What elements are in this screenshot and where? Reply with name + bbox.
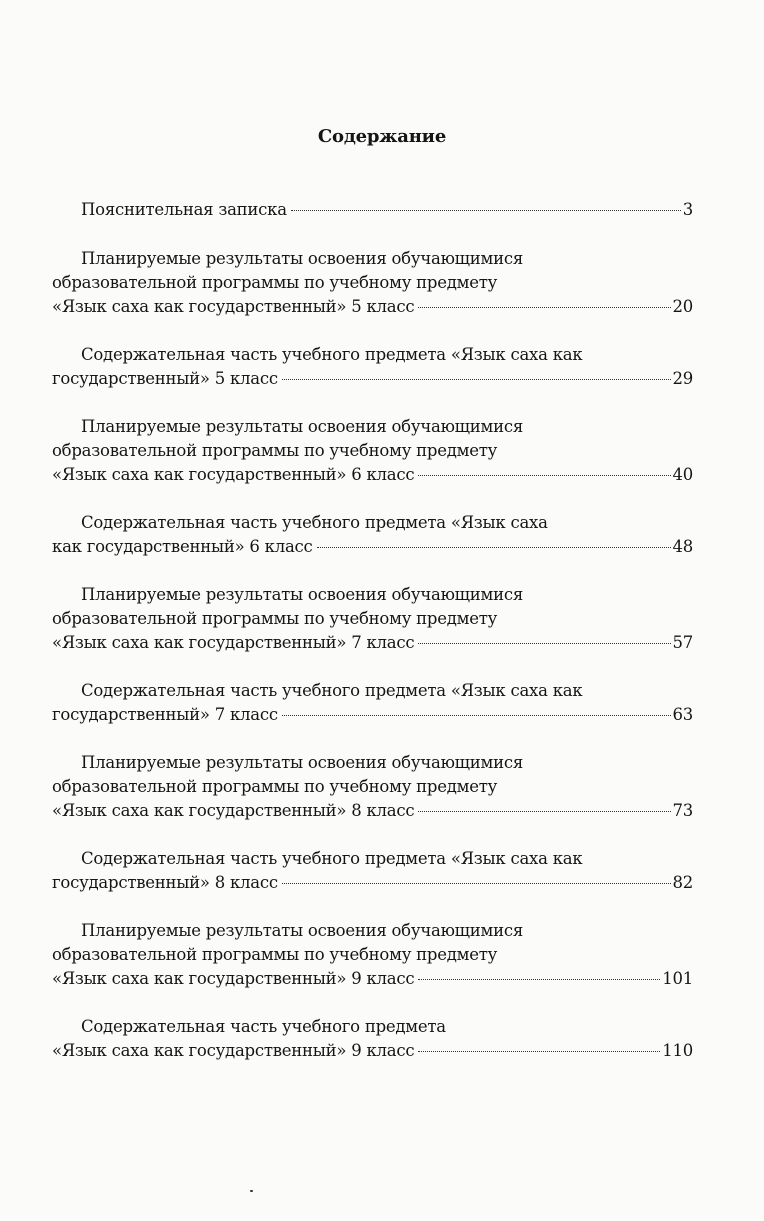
- toc-page-number: 3: [682, 200, 693, 219]
- toc-entry: [52, 247, 693, 319]
- toc-entry-title: как государственный» 6 класс: [52, 537, 313, 556]
- toc-page-number: 73: [672, 801, 693, 820]
- toc-page-number: 29: [672, 369, 693, 388]
- toc-entry: [52, 583, 693, 655]
- toc-entry: [52, 415, 693, 487]
- toc-entry: [52, 1015, 693, 1063]
- toc-page-number: 48: [672, 537, 693, 556]
- toc-entry-last-line: [52, 535, 693, 559]
- toc-entry-line: Планируемые результаты освоения обучающимися: [81, 921, 524, 940]
- toc-entry-title: Пояснительная записка: [81, 200, 287, 219]
- page-title: Содержание: [317, 126, 447, 147]
- toc-entry-line: Планируемые результаты освоения обучающимися: [81, 585, 524, 604]
- toc-entry-line: Планируемые результаты освоения обучающимися: [81, 417, 524, 436]
- dot-leader: [291, 210, 681, 211]
- toc-entry-last-line: [52, 871, 693, 895]
- toc-entry-line: образовательной программы по учебному предмету: [52, 441, 498, 460]
- toc-entry: [52, 343, 693, 391]
- toc-entry-line: образовательной программы по учебному предмету: [52, 609, 498, 628]
- toc-entry-title: «Язык саха как государственный» 7 класс: [52, 633, 415, 652]
- dot-leader: [317, 547, 671, 548]
- toc-entry-title: «Язык саха как государственный» 9 класс: [52, 1041, 415, 1060]
- toc-entry-last-line: [52, 703, 693, 727]
- toc-entry-last-line: [52, 967, 693, 991]
- toc-entry-line: Содержательная часть учебного предмета «Язык саха: [81, 513, 548, 532]
- table-of-contents: [52, 198, 693, 1087]
- dot-leader: [418, 643, 670, 644]
- toc-entry-title: «Язык саха как государственный» 9 класс: [52, 969, 415, 988]
- toc-entry-last-line: [52, 631, 693, 655]
- toc-entry-title: «Язык саха как государственный» 8 класс: [52, 801, 415, 820]
- toc-entry-last-line: [52, 1039, 693, 1063]
- toc-entry-title: «Язык саха как государственный» 5 класс: [52, 297, 415, 316]
- dot-leader: [282, 883, 671, 884]
- dot-leader: [418, 1051, 660, 1052]
- toc-entry-last-line: [52, 799, 693, 823]
- scan-speck: [250, 1190, 253, 1192]
- toc-entry-title: государственный» 5 класс: [52, 369, 278, 388]
- toc-entry-last-line: [52, 463, 693, 487]
- toc-entry-last-line: [52, 295, 693, 319]
- toc-entry-line: образовательной программы по учебному предмету: [52, 945, 498, 964]
- toc-entry-title: государственный» 8 класс: [52, 873, 278, 892]
- toc-entry: [52, 198, 693, 222]
- toc-page-number: 57: [672, 633, 693, 652]
- dot-leader: [418, 475, 670, 476]
- toc-entry-line: Содержательная часть учебного предмета: [81, 1017, 446, 1036]
- toc-entry-last-line: [52, 198, 693, 222]
- toc-entry: [52, 919, 693, 991]
- toc-page-number: 40: [672, 465, 693, 484]
- toc-page-number: 110: [662, 1041, 693, 1060]
- toc-page-number: 82: [672, 873, 693, 892]
- toc-entry-line: образовательной программы по учебному предмету: [52, 273, 498, 292]
- toc-entry: [52, 847, 693, 895]
- dot-leader: [418, 811, 670, 812]
- toc-entry: [52, 511, 693, 559]
- toc-page-number: 63: [672, 705, 693, 724]
- toc-entry-title: государственный» 7 класс: [52, 705, 278, 724]
- toc-entry-last-line: [52, 367, 693, 391]
- toc-entry: [52, 751, 693, 823]
- dot-leader: [418, 979, 660, 980]
- toc-entry-title: «Язык саха как государственный» 6 класс: [52, 465, 415, 484]
- toc-page-number: 101: [662, 969, 693, 988]
- toc-entry-line: Содержательная часть учебного предмета «Язык саха как: [81, 681, 583, 700]
- toc-entry: [52, 679, 693, 727]
- toc-entry-line: Содержательная часть учебного предмета «Язык саха как: [81, 849, 583, 868]
- dot-leader: [282, 715, 671, 716]
- dot-leader: [418, 307, 670, 308]
- toc-entry-line: Планируемые результаты освоения обучающимися: [81, 753, 524, 772]
- toc-entry-line: Планируемые результаты освоения обучающимися: [81, 249, 524, 268]
- toc-page-number: 20: [672, 297, 693, 316]
- dot-leader: [282, 379, 671, 380]
- toc-entry-line: Содержательная часть учебного предмета «Язык саха как: [81, 345, 583, 364]
- toc-entry-line: образовательной программы по учебному предмету: [52, 777, 498, 796]
